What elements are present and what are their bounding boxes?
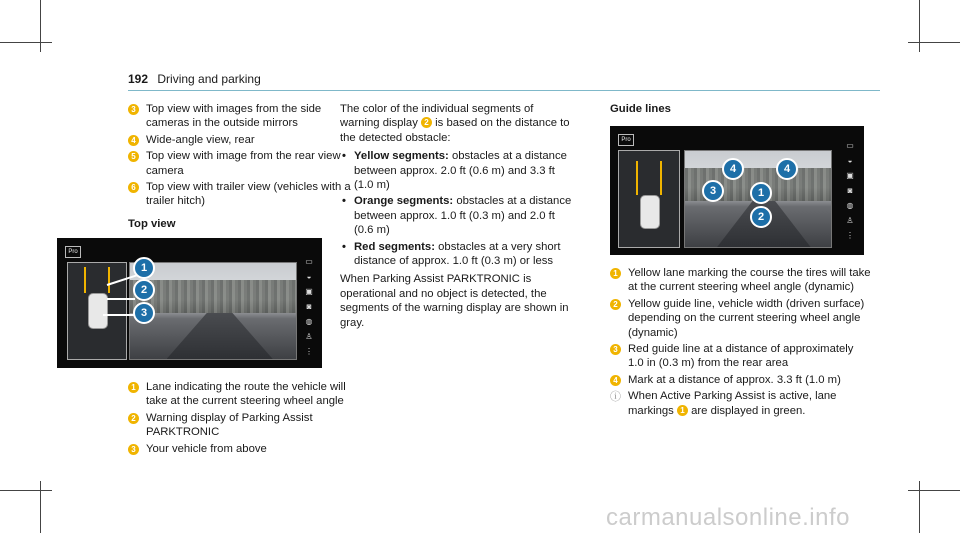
list-item [128, 411, 360, 440]
bullet-label: Yellow segments: [354, 150, 449, 163]
right-column [610, 102, 866, 124]
pro-badge: Pro [618, 134, 634, 146]
camera-icon[interactable]: ▭ [305, 257, 313, 266]
tree-line [130, 280, 296, 313]
person-icon[interactable]: ♙ [305, 332, 313, 341]
item-text: Mark at a distance of approx. 3.3 ft (1.0 m) [628, 373, 841, 386]
header-rule [128, 90, 880, 91]
item-number: 3 [610, 344, 621, 355]
guide-lines-image [610, 126, 864, 255]
info-icon: ⓘ [610, 391, 621, 404]
closing-paragraph: When Parking Assist PARKTRONIC is operational and no object is detected, the segments of the warning display are shown in gray. [340, 273, 569, 329]
item-number: 1 [677, 405, 688, 416]
section-title: Driving and parking [157, 72, 261, 86]
crop-mark [40, 481, 41, 533]
item-text: Yellow guide line, vehicle width (driven surface) depending on the current steering wheel angle (dynamic) [628, 297, 865, 339]
page-header [128, 72, 261, 86]
section-heading: Guide lines [610, 103, 671, 115]
left-column-bottom [128, 380, 360, 458]
bullet-text: obstacles at a very short distance of approx. 1.0 ft (0.3 m) or less [354, 240, 561, 268]
car-side-icon[interactable]: ◍ [846, 201, 854, 210]
vehicle-top-image [640, 195, 660, 229]
list-item [128, 380, 360, 409]
menu-icon[interactable]: ⋮ [846, 231, 854, 240]
pro-badge: Pro [65, 246, 81, 258]
car-top-icon[interactable]: ◙ [306, 302, 312, 311]
vehicle-top-image [88, 293, 108, 329]
car-front-icon[interactable]: ◒ [306, 272, 312, 281]
car-rear-icon[interactable]: ▣ [846, 171, 854, 180]
crop-mark [919, 481, 920, 533]
item-text: Yellow lane marking the course the tires will take at the current steering wheel angle (dynamic) [628, 267, 871, 294]
car-front-icon[interactable]: ◒ [847, 156, 853, 165]
callout-2: 2 [750, 206, 772, 228]
top-view-panel [618, 150, 680, 248]
crop-mark [40, 0, 41, 52]
side-icon-bar [842, 142, 858, 247]
list-item [128, 133, 360, 147]
intro-paragraph [340, 102, 572, 145]
right-column-bottom [610, 266, 872, 420]
page-number: 192 [128, 72, 149, 86]
top-view-image [57, 238, 322, 368]
item-number: 2 [610, 299, 621, 310]
crop-mark [908, 42, 960, 43]
item-text: Warning display of Parking Assist PARKTRONIC [146, 411, 313, 439]
callout-3: 3 [702, 180, 724, 202]
callout-1: 1 [750, 182, 772, 204]
list-item [128, 102, 360, 131]
bullet-item [340, 240, 572, 269]
item-text: Your vehicle from above [146, 442, 267, 455]
item-number: 3 [128, 104, 139, 115]
section-heading: Top view [128, 217, 176, 230]
middle-column [340, 102, 572, 330]
side-icon-bar [301, 258, 317, 363]
item-number: 2 [421, 117, 432, 128]
list-item [610, 373, 872, 387]
bullet-text: obstacles at a distance between approx. 1.0 ft (0.3 m) and 2.0 ft (0.6 m) [354, 195, 572, 237]
intro-text: The color of the individual segments of warning display [340, 103, 534, 130]
lane-marking [636, 161, 662, 195]
item-text: Top view with images from the side cameras in the outside mirrors [146, 103, 322, 130]
car-top-icon[interactable]: ◙ [847, 186, 853, 195]
list-item [610, 266, 872, 295]
car-rear-icon[interactable]: ▣ [305, 287, 313, 296]
callout-4: 4 [776, 158, 798, 180]
bullet-text: obstacles at a distance between approx. 2.0 ft (0.6 m) and 3.3 ft (1.0 m) [354, 150, 567, 192]
list-item [128, 149, 360, 178]
note-item [610, 389, 872, 418]
road-surface [167, 313, 273, 359]
note-text: When Active Parking Assist is active, lane markings [628, 390, 837, 417]
intro-text-2: is based on the distance to the detected obstacle: [340, 117, 570, 144]
item-number: 4 [128, 135, 139, 146]
person-icon[interactable]: ♙ [846, 216, 854, 225]
crop-mark [919, 0, 920, 52]
item-number: 4 [610, 375, 621, 386]
bullet-item [340, 149, 572, 192]
item-number: 3 [128, 444, 139, 455]
lane-marking [84, 267, 110, 293]
item-number: 2 [128, 413, 139, 424]
menu-icon[interactable]: ⋮ [305, 347, 313, 356]
bullet-item [340, 194, 572, 237]
item-text: Top view with image from the rear view camera [146, 150, 341, 177]
crop-mark [0, 490, 52, 491]
callout-line [107, 298, 135, 300]
item-text: Top view with trailer view (vehicles with a trailer hitch) [146, 181, 351, 208]
camera-icon[interactable]: ▭ [846, 141, 854, 150]
item-text: Red guide line at a distance of approximately 1.0 in (0.3 m) from the rear area [628, 343, 854, 370]
list-item [128, 180, 360, 209]
callout-line [103, 314, 135, 316]
bullet-label: Orange segments: [354, 195, 454, 208]
car-side-icon[interactable]: ◍ [305, 317, 313, 326]
callout-3: 3 [133, 302, 155, 324]
callout-2: 2 [133, 279, 155, 301]
list-item [128, 442, 360, 456]
item-number: 5 [128, 151, 139, 162]
crop-mark [0, 42, 52, 43]
left-column [128, 102, 360, 239]
top-view-panel [67, 262, 127, 360]
callout-1: 1 [133, 257, 155, 279]
watermark: carmanualsonline.info [606, 504, 850, 531]
callout-4: 4 [722, 158, 744, 180]
note-text-2: are displayed in green. [691, 404, 806, 417]
item-number: 1 [610, 268, 621, 279]
item-text: Lane indicating the route the vehicle will take at the current steering wheel angle [146, 381, 346, 408]
list-item [610, 297, 872, 340]
item-number: 6 [128, 182, 139, 193]
list-item [610, 342, 872, 371]
item-number: 1 [128, 382, 139, 393]
item-text: Wide-angle view, rear [146, 133, 255, 146]
bullet-label: Red segments: [354, 240, 435, 253]
crop-mark [908, 490, 960, 491]
